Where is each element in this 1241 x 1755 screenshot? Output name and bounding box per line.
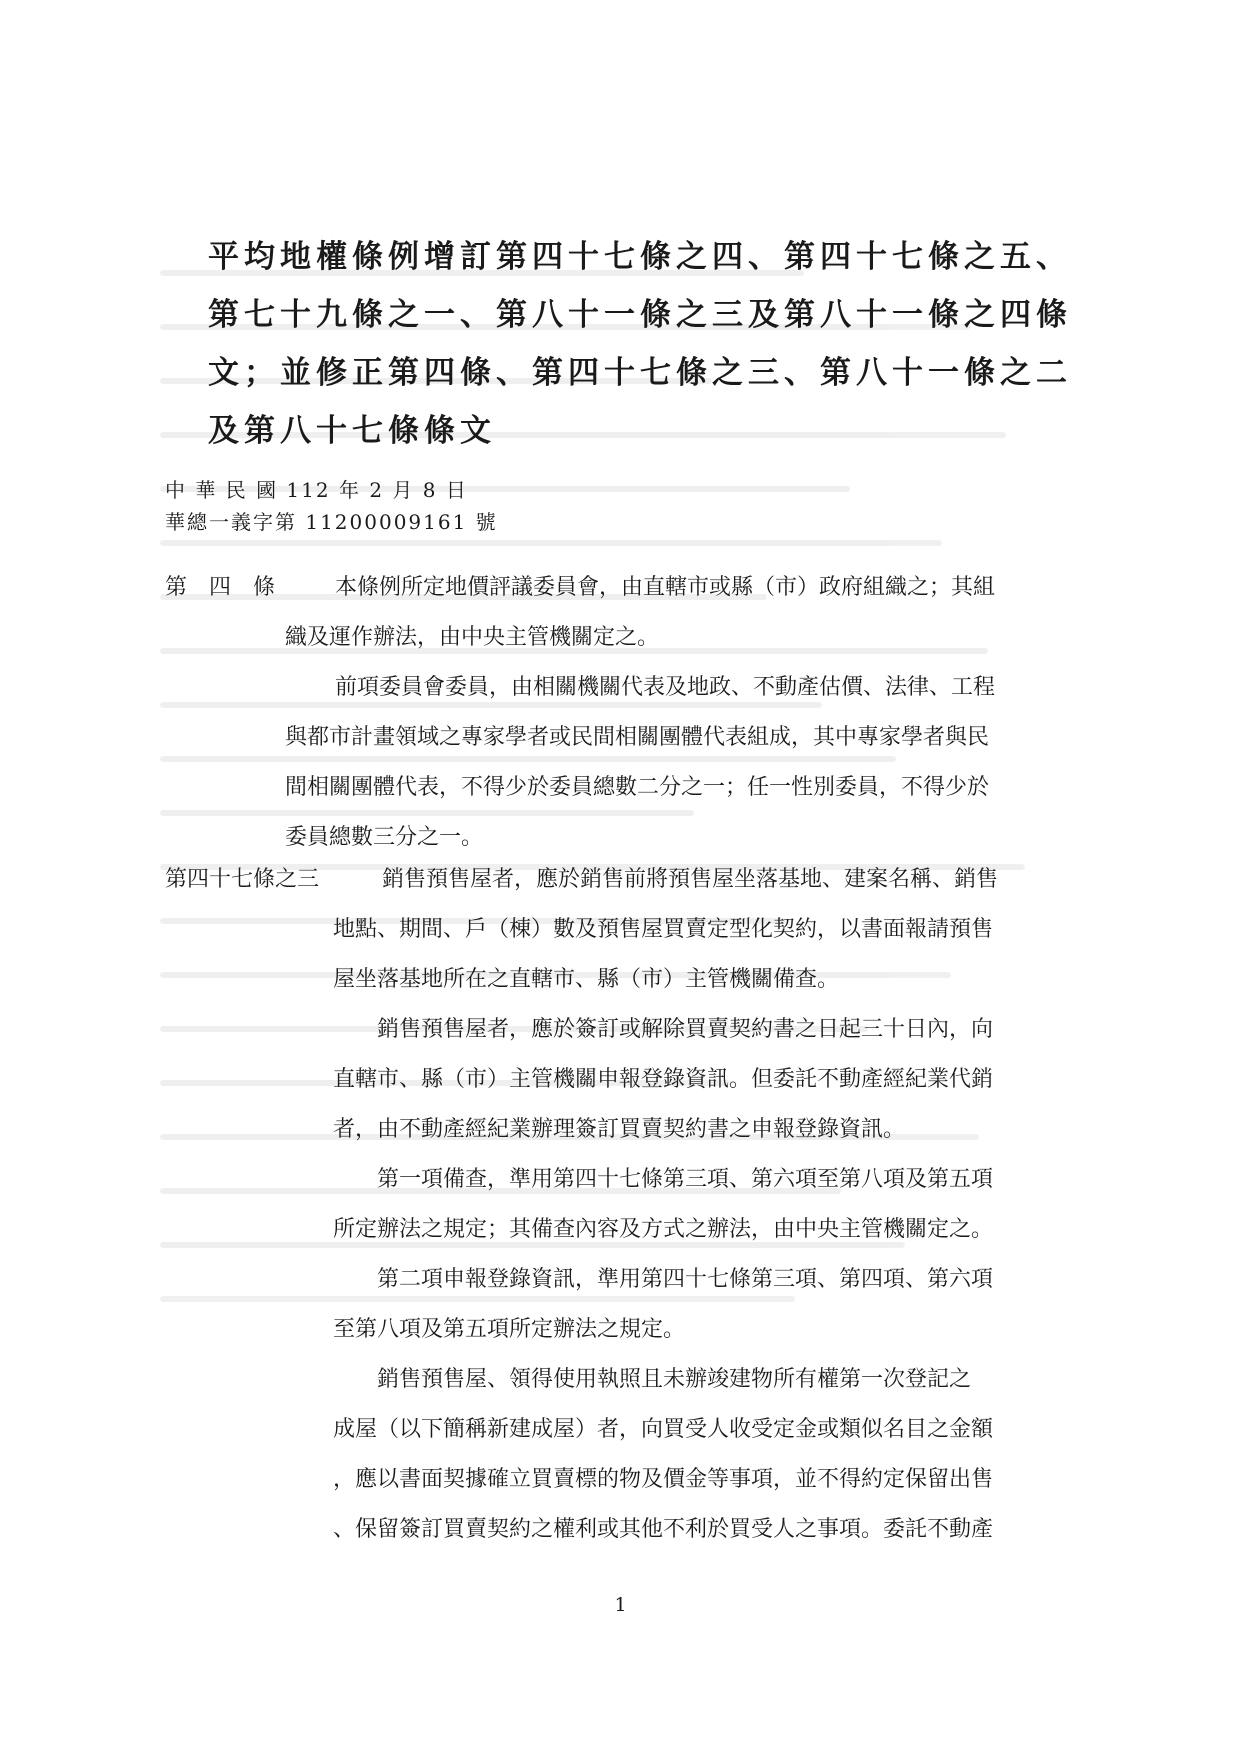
- article-paragraph: [165, 855, 1070, 1005]
- article-paragraph: [165, 1255, 1070, 1355]
- paragraph-line: 與都市計畫領域之專家學者或民間相關團體代表組成，其中專家學者與民: [285, 725, 990, 750]
- article-4: [165, 563, 1070, 863]
- paragraph-line: 地點、期間、戶（棟）數及預售屋買賣定型化契約，以書面報請預售: [333, 917, 994, 942]
- paragraph-line: 者，由不動產經紀業辦理簽訂買賣契約書之申報登錄資訊。: [333, 1117, 906, 1142]
- article-paragraph: [165, 563, 1070, 663]
- title-line: 文；並修正第四條、第四十七條之三、第八十一條之二: [208, 355, 1072, 391]
- paragraph-line: 、保留簽訂買賣契約之權利或其他不利於買受人之事項。委託不動產: [333, 1517, 994, 1542]
- paragraph-line: 至第八項及第五項所定辦法之規定。: [333, 1317, 686, 1342]
- paragraph-line: 屋坐落基地所在之直轄市、縣（市）主管機關備查。: [333, 967, 840, 992]
- article-paragraph: [165, 663, 1070, 863]
- page-number: 1: [614, 1594, 627, 1616]
- promulgation-doc-number: 華總一義字第 11200009161 號: [165, 510, 498, 534]
- paragraph-line: 前項委員會委員，由相關機關代表及地政、不動產估價、法律、工程: [335, 675, 996, 700]
- title-line: 及第八十七條條文: [208, 413, 496, 449]
- paragraph-line: 本條例所定地價評議委員會，由直轄市或縣（市）政府組織之；其組: [335, 575, 996, 600]
- document-title: [208, 228, 1088, 460]
- article-label: 第 四 條: [165, 575, 276, 600]
- title-line: 平均地權條例增訂第四十七條之四、第四十七條之五、: [208, 239, 1072, 275]
- paragraph-line: 織及運作辦法，由中央主管機關定之。: [285, 625, 660, 650]
- promulgation-date: 中 華 民 國 112 年 2 月 8 日: [165, 478, 468, 502]
- article-47-3: [165, 855, 1070, 1555]
- title-line: 第七十九條之一、第八十一條之三及第八十一條之四條: [208, 297, 1072, 333]
- paragraph-line: 銷售預售屋、領得使用執照且未辦竣建物所有權第一次登記之: [377, 1367, 972, 1392]
- paragraph-line: 銷售預售屋者，應於簽訂或解除買賣契約書之日起三十日內，向: [377, 1017, 994, 1042]
- paragraph-line: 委員總數三分之一。: [285, 825, 484, 850]
- article-paragraph: [165, 1355, 1070, 1555]
- article-label: 第四十七條之三: [165, 867, 320, 892]
- paragraph-line: 第二項申報登錄資訊，準用第四十七條第三項、第四項、第六項: [377, 1267, 994, 1292]
- article-paragraph: [165, 1155, 1070, 1255]
- paragraph-line: 所定辦法之規定；其備查內容及方式之辦法，由中央主管機關定之。: [333, 1217, 994, 1242]
- paragraph-line: 直轄市、縣（市）主管機關申報登錄資訊。但委託不動產經紀業代銷: [333, 1067, 994, 1092]
- paragraph-line: 間相關團體代表，不得少於委員總數二分之一；任一性別委員，不得少於: [285, 775, 990, 800]
- paragraph-line: 第一項備查，準用第四十七條第三項、第六項至第八項及第五項: [377, 1167, 994, 1192]
- paragraph-line: 銷售預售屋者，應於銷售前將預售屋坐落基地、建案名稱、銷售: [382, 867, 999, 892]
- paragraph-line: ，應以書面契據確立買賣標的物及價金等事項，並不得約定保留出售: [333, 1467, 994, 1492]
- article-paragraph: [165, 1005, 1070, 1155]
- paragraph-line: 成屋（以下簡稱新建成屋）者，向買受人收受定金或類似名目之金額: [333, 1417, 994, 1442]
